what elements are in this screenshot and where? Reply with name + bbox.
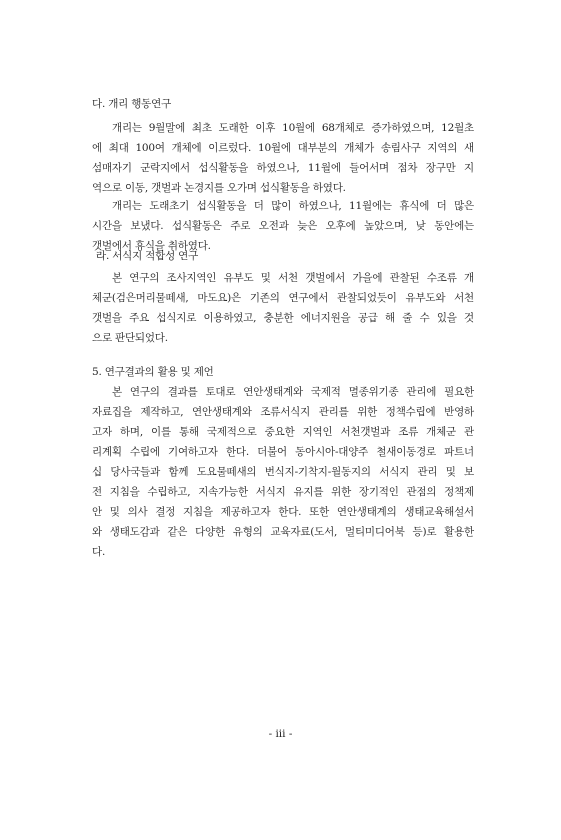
text-line: 역으로 이동, 갯벌과 논경지를 오가며 섭식활동을 하였다. bbox=[92, 182, 346, 194]
text-line: 본 연구의 결과를 토대로 연안생태계와 국제적 멸종위기종 관리에 필요한 bbox=[112, 386, 474, 398]
text-line: 갯벌에서 휴식을 취하였다. bbox=[92, 240, 211, 252]
text-line: 섬매자기 군락지에서 섭식활동을 하였으나, 11월에 들어서며 점차 장구만 지 bbox=[92, 162, 474, 174]
text-line: 전 지침을 수립하고, 지속가능한 서식지 유지를 위한 장기적인 관점의 정책제 bbox=[92, 486, 474, 498]
text-line: 자료집을 제작하고, 연안생태계와 조류서식지 관리를 위한 정책수립에 반영하 bbox=[92, 406, 474, 418]
text-line: 리계획 수립에 기여하고자 한다. 더불어 동아시아-대양주 철새이동경로 파트너 bbox=[92, 446, 474, 458]
section-heading-5: 5. 연구결과의 활용 및 제언 bbox=[92, 366, 214, 378]
text-line: 시간을 보냈다. 섭식활동은 주로 오전과 늦은 오후에 높았으며, 낮 동안에는 bbox=[92, 220, 474, 232]
text-line: 십 당사국들과 함께 도요물떼새의 번식지-기착지-월동지의 서식지 관리 및 보 bbox=[92, 466, 474, 478]
text-line: 으로 판단되었다. bbox=[92, 332, 168, 344]
text-line: 개리는 도래초기 섭식활동을 더 많이 하였으나, 11월에는 휴식에 더 많은 bbox=[112, 200, 474, 212]
page-number: - iii - bbox=[268, 728, 293, 740]
paragraph-5-1 bbox=[92, 382, 474, 562]
paragraph-da-1 bbox=[92, 118, 474, 198]
text-line: 에 최대 100여 개체에 이르렀다. 10월에 대부분의 개체가 송림사구 지역의 새 bbox=[92, 142, 474, 154]
text-line: 와 생태도감과 같은 다양한 유형의 교육자료(도서, 멀티미디어북 등)로 활용한 bbox=[92, 526, 474, 538]
paragraph-ra-1 bbox=[92, 268, 474, 348]
text-line: 체군(검은머리물떼새, 마도요)은 기존의 연구에서 관찰되었듯이 유부도와 서천 bbox=[92, 292, 474, 304]
section-heading-ra: 라. 서식지 적합성 연구 bbox=[96, 250, 199, 262]
text-line: 본 연구의 조사지역인 유부도 및 서천 갯벌에서 가을에 관찰된 수조류 개 bbox=[112, 272, 474, 284]
text-line: 안 및 의사 결정 지침을 제공하고자 한다. 또한 연안생태계의 생태교육해설서 bbox=[92, 506, 474, 518]
section-heading-da: 다. 개리 행동연구 bbox=[92, 98, 172, 110]
text-line: 고자 하며, 이를 통해 국제적으로 중요한 지역인 서천갯벌과 조류 개체군 관 bbox=[92, 426, 474, 438]
text-line: 갯벌을 주요 섭식지로 이용하였고, 충분한 에너지원을 공급 해 줄 수 있을 것 bbox=[92, 312, 474, 324]
text-line: 개리는 9월말에 최초 도래한 이후 10월에 68개체로 증가하였으며, 12월초 bbox=[112, 122, 474, 134]
text-line: 다. bbox=[92, 546, 106, 558]
